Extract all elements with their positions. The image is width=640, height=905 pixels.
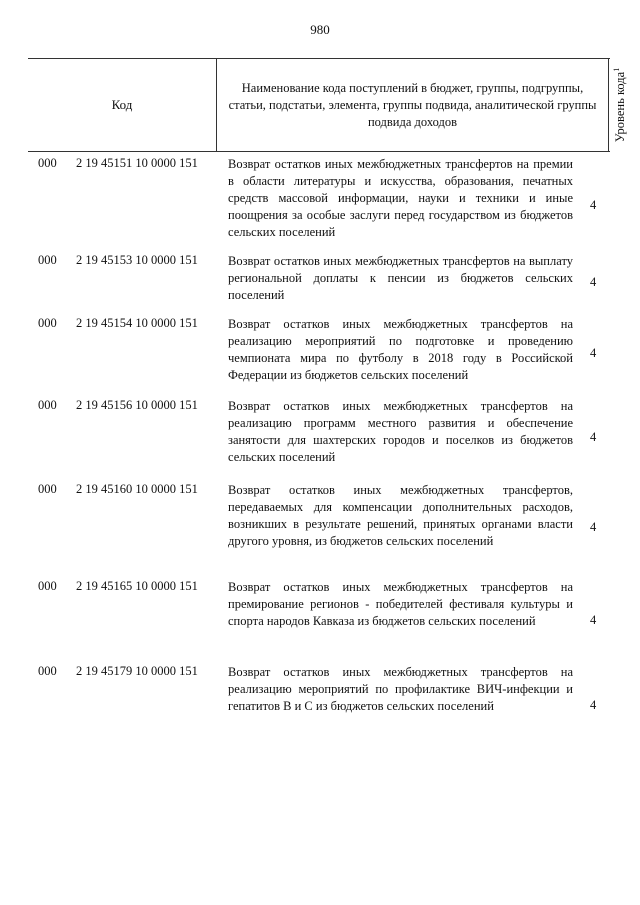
header-name: Наименование кода поступлений в бюджет, группы, подгруппы, статьи, подстатьи, элемента, группы подвида, аналитической группы подвида доходов	[228, 80, 597, 129]
row-level: 4	[590, 275, 597, 289]
row-code: 2 19 45151 10 0000 151	[76, 156, 198, 170]
row-name: Возврат остатков иных межбюджетных трансфертов на премии в области литературы и искусства, образования, печатных средств массовой информации, науки и техники и иные поощрения за особые заслуги перед государством из бюджетов сельских поселений	[228, 157, 573, 239]
row-code: 2 19 45160 10 0000 151	[76, 482, 198, 496]
row-admin-code: 000	[38, 316, 57, 330]
header-level-label: Уровень кода	[613, 71, 628, 143]
row-name: Возврат остатков иных межбюджетных трансфертов, передаваемых для компенсации дополнительных расходов, возникших в результате решений, принятых органами власти другого уровня, из бюджетов сельских поселений	[228, 483, 573, 548]
row-admin-code: 000	[38, 664, 57, 678]
row-code: 2 19 45154 10 0000 151	[76, 316, 198, 330]
row-level: 4	[590, 198, 597, 212]
row-name: Возврат остатков иных межбюджетных трансфертов на выплату региональной доплаты к пенсии из бюджетов сельских поселений	[228, 254, 573, 302]
row-code: 2 19 45165 10 0000 151	[76, 579, 198, 593]
header-level	[609, 59, 631, 151]
page-number: 980	[310, 22, 330, 37]
table-header	[28, 58, 628, 152]
header-level-footnote: 1	[611, 67, 621, 72]
row-level: 4	[590, 520, 597, 534]
row-name: Возврат остатков иных межбюджетных трансфертов на реализацию мероприятий по профилактике ВИЧ-инфекции и гепатитов B и C из бюджетов сельских поселений	[228, 665, 573, 713]
row-admin-code: 000	[38, 156, 57, 170]
row-admin-code: 000	[38, 579, 57, 593]
row-admin-code: 000	[38, 253, 57, 267]
row-admin-code: 000	[38, 398, 57, 412]
row-level: 4	[590, 430, 597, 444]
row-name: Возврат остатков иных межбюджетных трансфертов на реализацию программ местного развития и обеспечение занятости для шахтерских городов и поселков из бюджетов сельских поселений	[228, 399, 573, 464]
row-code: 2 19 45179 10 0000 151	[76, 664, 198, 678]
row-name: Возврат остатков иных межбюджетных трансфертов на реализацию мероприятий по подготовке и проведению чемпионата мира по футболу в 2018 году в Российской Федерации из бюджетов сельских поселений	[228, 317, 573, 382]
row-level: 4	[590, 613, 597, 627]
row-name: Возврат остатков иных межбюджетных трансфертов на премирование регионов - победителей фестиваля культуры и спорта народов Кавказа из бюджетов сельских поселений	[228, 580, 573, 628]
row-code: 2 19 45156 10 0000 151	[76, 398, 198, 412]
header-code: Код	[111, 97, 133, 112]
row-admin-code: 000	[38, 482, 57, 496]
row-code: 2 19 45153 10 0000 151	[76, 253, 198, 267]
row-level: 4	[590, 698, 597, 712]
row-level: 4	[590, 346, 597, 360]
